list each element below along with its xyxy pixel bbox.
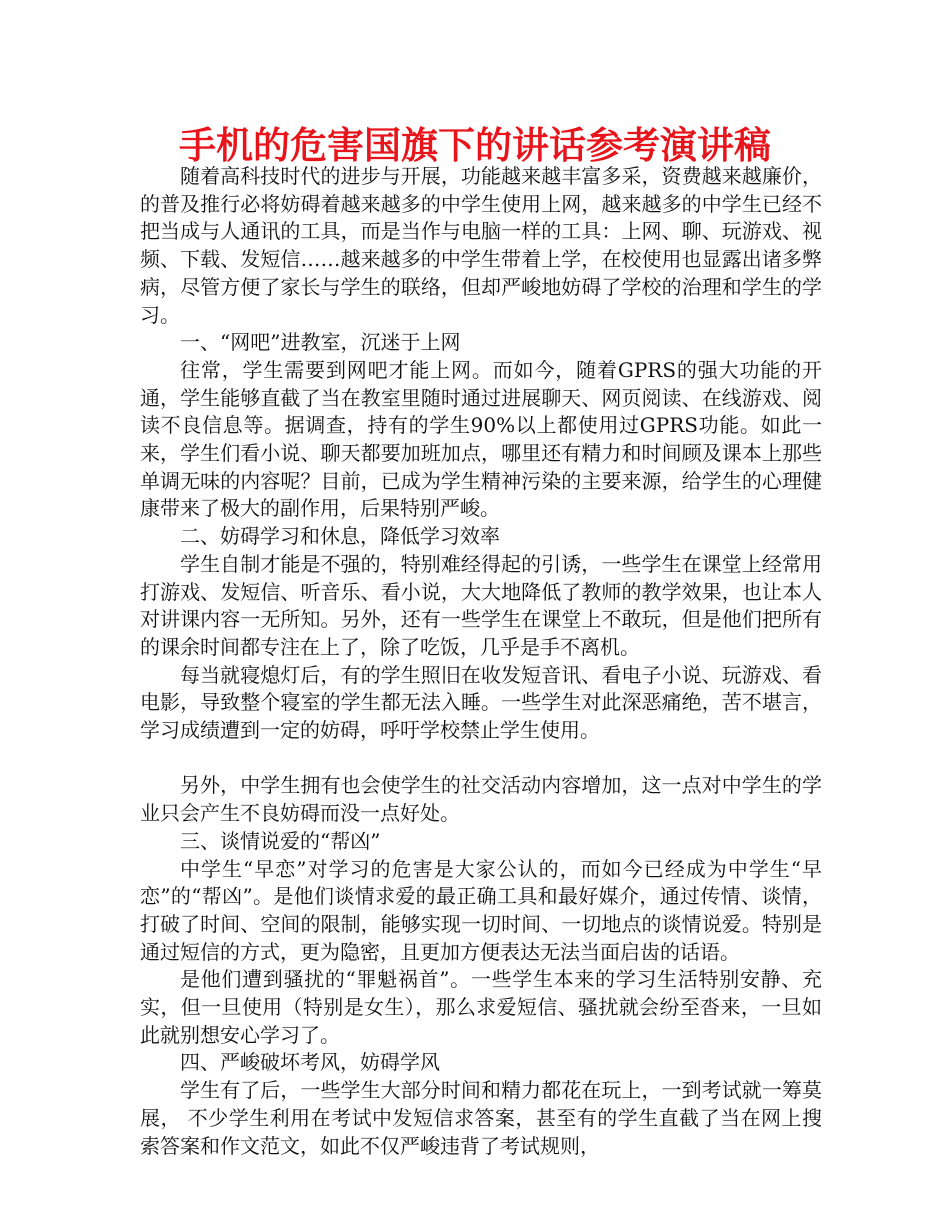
paragraph-section-2a: 学生自制才能是不强的，特别难经得起的引诱，一些学生在课堂上经常用打游戏、发短信、听音乐、看小说，大大地降低了教师的教学效果，也让本人对讲课内容一无所知。另外，还有一些学生在课堂上不敢玩，但是他们把所有的课余时间都专注在上了，除了吃饭，几乎是手不离机。 (140, 551, 822, 659)
paragraph-section-2b: 每当就寝熄灯后，有的学生照旧在收发短音讯、看电子小说、玩游戏、看电影，导致整个寝室的学生都无法入睡。一些学生对此深恶痛绝，苦不堪言，学习成绩遭到一定的妨碍，呼吁学校禁止学生使用。 (140, 662, 822, 743)
section-heading-3: 三、谈情说爱的“帮凶” (180, 828, 381, 853)
paragraph-section-3b: 是他们遭到骚扰的“罪魁祸首”。一些学生本来的学习生活特别安静、充实，但一旦使用（特别是女生），那么求爱短信、骚扰就会纷至沓来，一旦如此就别想安心学习了。 (140, 967, 822, 1047)
paragraph-section-4: 学生有了后，一些学生大部分时间和精力都花在玩上，一到考试就一筹莫展， 不少学生利用在考试中发短信求答案，甚至有的学生直截了当在网上搜索答案和作文范文，如此不仅严峻违背了考试规则， (140, 1078, 822, 1158)
paragraph-intro: 随着高科技时代的进步与开展，功能越来越丰富多采，资费越来越廉价，的普及推行必将妨碍着越来越多的中学生使用上网，越来越多的中学生已经不把当成与人通讯的工具，而是当作与电脑一样的工具：上网、聊、玩游戏、视频、下载、发短信……越来越多的中学生带着上学，在校使用也显露出诸多弊病，尽管方便了家长与学生的联络，但却严峻地妨碍了学校的治理和学生的学习。 (140, 164, 822, 327)
section-heading-1: 一、“网吧”进教室，沉迷于上网 (180, 330, 461, 355)
document-body (140, 163, 822, 1160)
section-heading-4: 四、严峻破坏考风，妨碍学风 (180, 1050, 440, 1075)
paragraph-section-2c: 另外，中学生拥有也会使学生的社交活动内容增加，这一点对中学生的学业只会产生不良妨碍而没一点好处。 (140, 773, 822, 826)
section-heading-2: 二、妨碍学习和休息，降低学习效率 (180, 524, 500, 549)
blank-line (140, 745, 822, 773)
paragraph-section-1: 往常，学生需要到网吧才能上网。而如今，随着GPRS的强大功能的开通，学生能够直截了当在教室里随时通过进展聊天、网页阅读、在线游戏、阅读不良信息等。据调查，持有的学生90%以上都使用过GPRS功能。如此一来，学生们看小说、聊天都要加班加点，哪里还有精力和时间顾及课本上那些单调无味的内容呢？目前，已成为学生精神污染的主要来源，给学生的心理健康带来了极大的副作用，后果特别严峻。 (140, 357, 822, 521)
document-title: 手机的危害国旗下的讲话参考演讲稿 (179, 124, 771, 167)
paragraph-section-3a: 中学生“早恋”对学习的危害是大家公认的，而如今已经成为中学生“早恋”的“帮凶”。是他们谈情求爱的最正确工具和最好媒介，通过传情、谈情，打破了时间、空间的限制，能够实现一切时间、一切地点的谈情说爱。特别是通过短信的方式，更为隐密，且更加方便表达无法当面启齿的话语。 (140, 856, 822, 964)
